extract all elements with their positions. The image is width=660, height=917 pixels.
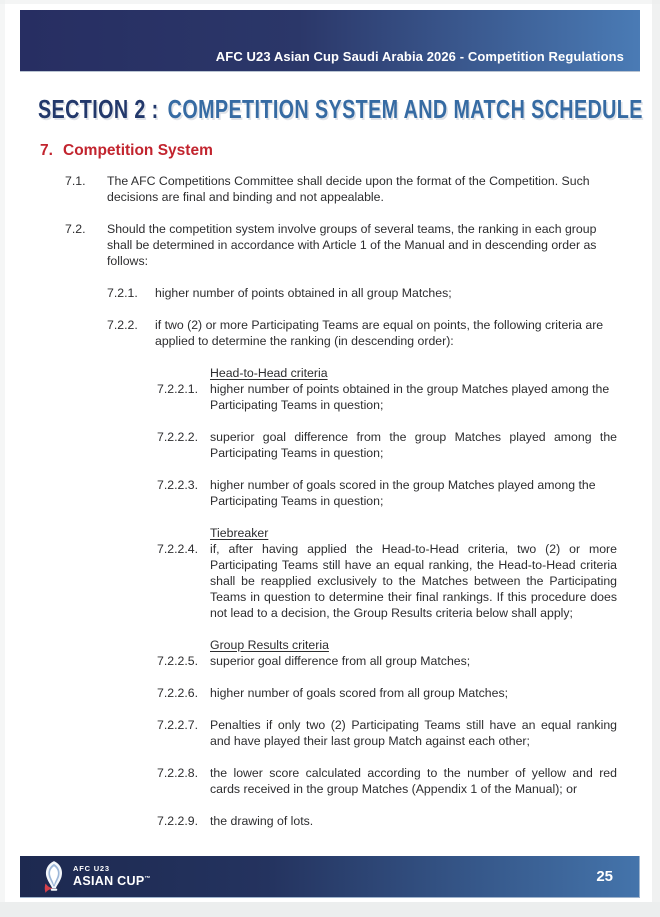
header-bar [20, 10, 640, 72]
clause-text: higher number of points obtained in the group Matches played among the Participating Teams in question; [210, 382, 610, 412]
clause-heading: Head-to-Head criteria [210, 366, 328, 380]
clause-number: 7.1. [65, 174, 86, 188]
clause-text: if two (2) or more Participating Teams are equal on points, the following criteria are applied to determine the ranking (in descending order): [155, 318, 604, 348]
clause [0, 765, 660, 797]
clause-number: 7.2.2.8. [157, 766, 199, 780]
clause-number: 7.2.2.9. [157, 814, 199, 828]
footer-bar [20, 856, 640, 898]
page-edge-bottom [0, 902, 660, 917]
clause-number: 7.2.2.1. [157, 382, 199, 396]
clause-row [0, 173, 617, 205]
clause-row [0, 813, 617, 829]
clause-heading: Group Results criteria [210, 638, 329, 652]
clause-row [0, 717, 617, 749]
clause-list [0, 173, 660, 829]
clause-text: Penalties if only two (2) Participating Teams still have an equal ranking and have played their last group Match against each other; [210, 718, 617, 748]
clause-row [0, 477, 617, 509]
clause-row [0, 381, 617, 413]
clause [0, 685, 660, 701]
section-name: COMPETITION SYSTEM AND MATCH SCHEDULE [167, 94, 643, 124]
article-title: Competition System [63, 142, 213, 159]
logo-line-asian-cup: ASIAN CUP™ [73, 874, 151, 889]
clause-text: The AFC Competitions Committee shall decide upon the format of the Competition. Such decisions are final and binding and not appealable. [107, 174, 590, 204]
page-content [0, 96, 660, 845]
clause [0, 221, 660, 269]
logo-line-afc-u23: AFC U23 [73, 864, 110, 874]
clause-number: 7.2.2. [107, 318, 138, 332]
clause-row [0, 541, 617, 621]
clause-text: Should the competition system involve groups of several teams, the ranking in each group shall be determined in accordance with Article 1 of the Manual and in descending order as follows: [107, 222, 597, 268]
clause-number: 7.2.2.5. [157, 654, 199, 668]
afc-u23-asian-cup-logo [40, 860, 151, 894]
clause-number: 7.2.1. [107, 286, 138, 300]
clause-text: higher number of points obtained in all group Matches; [155, 286, 452, 300]
clause-row [0, 765, 617, 797]
clause [0, 525, 660, 621]
clause-row [0, 285, 617, 301]
section-number-label: SECTION 2 : [38, 94, 159, 124]
clause-number: 7.2.2.7. [157, 718, 199, 732]
clause [0, 173, 660, 205]
clause [0, 317, 660, 349]
section-title [38, 96, 660, 123]
clause-text: superior goal difference from all group Matches; [210, 654, 471, 668]
clause [0, 365, 660, 413]
clause [0, 429, 660, 461]
clause-text: superior goal difference from the group Matches played among the Participating Teams in question; [210, 430, 617, 460]
clause-text: higher number of goals scored from all group Matches; [210, 686, 509, 700]
clause-row [0, 685, 617, 701]
clause-row [0, 653, 617, 669]
trophy-icon [40, 860, 68, 894]
clause-text: higher number of goals scored in the group Matches played among the Participating Teams in question; [210, 478, 596, 508]
logo-text [73, 864, 151, 888]
page-number: 25 [596, 868, 613, 885]
clause-number: 7.2. [65, 222, 86, 236]
clause-text: the lower score calculated according to the number of yellow and red cards received in the group Matches (Appendix 1 of the Manual); or [210, 766, 617, 796]
clause [0, 717, 660, 749]
clause [0, 477, 660, 509]
clause-text: the drawing of lots. [210, 814, 314, 828]
clause-row [0, 429, 617, 461]
section-title-inner [38, 96, 643, 123]
clause [0, 285, 660, 301]
clause-text: if, after having applied the Head-to-Head criteria, two (2) or more Participating Teams still have an equal ranking, the Head-to-Head criteria shall be reapplied exclusively to the Matches between the Participating Teams in question to determine their final rankings. If this procedure does not lead to a decision, the Group Results criteria below shall apply; [210, 542, 617, 620]
clause-number: 7.2.2.4. [157, 542, 199, 556]
clause-number: 7.2.2.2. [157, 430, 199, 444]
trademark-symbol: ™ [144, 876, 151, 883]
article-heading [40, 142, 660, 159]
clause [0, 813, 660, 829]
clause-heading: Tiebreaker [210, 526, 269, 540]
clause [0, 637, 660, 669]
clause-row [0, 317, 617, 349]
clause-number: 7.2.2.3. [157, 478, 199, 492]
document-title: AFC U23 Asian Cup Saudi Arabia 2026 - Competition Regulations [215, 49, 624, 64]
page-edge-top [0, 0, 660, 4]
article-number: 7. [40, 142, 53, 159]
clause-number: 7.2.2.6. [157, 686, 199, 700]
clause-row [0, 221, 617, 269]
